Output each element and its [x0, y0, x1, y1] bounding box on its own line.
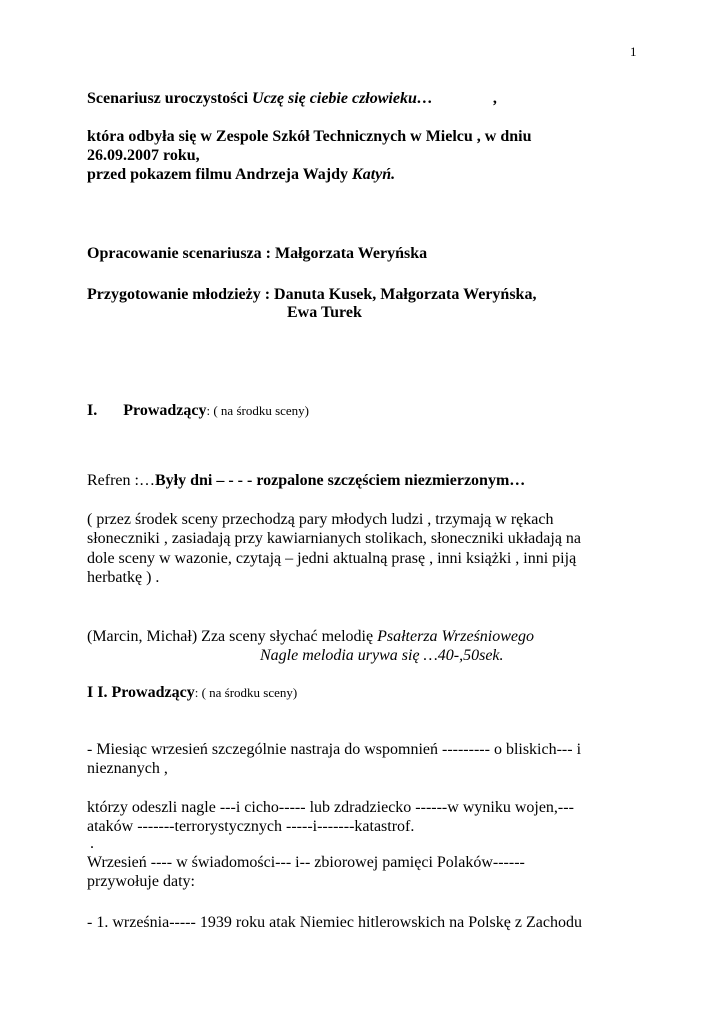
event-line-1: która odbyła się w Zespole Szkół Technicznych w Mielcu , w dniu: [87, 128, 532, 145]
event-line-3: [87, 165, 395, 184]
page-number: 1: [630, 44, 637, 59]
section-2-note: : ( na środku sceny): [194, 685, 298, 700]
section-1-numeral: I.: [87, 402, 98, 419]
body-line-7: - 1. września----- 1939 roku atak Niemiec hitlerowskich na Polskę z Zachodu: [87, 914, 582, 931]
stage-direction-line-1: ( przez środek sceny przechodzą pary młodych ludzi , trzymają w rękach: [87, 511, 554, 528]
body-line-6: przywołuje daty:: [87, 873, 195, 890]
refren-line: [87, 471, 525, 490]
refren-prefix: Refren :…: [87, 472, 155, 489]
body-dot: .: [90, 835, 94, 852]
film-title: Katyń.: [352, 166, 396, 183]
body-line-3: którzy odeszli nagle ---i cicho----- lub zdradziecko ------w wyniku wojen,---: [87, 799, 574, 816]
youth-preparation-line-2: Ewa Turek: [287, 304, 362, 321]
section-1-heading: [87, 401, 309, 420]
body-line-4: ataków -------terrorystycznych -----i-------katastrof.: [87, 818, 415, 835]
section-1-label: Prowadzący: [123, 402, 207, 419]
body-line-5: Wrzesień ---- w świadomości--- i-- zbiorowej pamięci Polaków------: [87, 854, 525, 871]
section-2-heading: [87, 683, 297, 702]
section-2-label: I I. Prowadzący: [87, 684, 195, 701]
body-line-2: nieznanych ,: [87, 760, 168, 777]
music-title: Psałterza Wrześniowego: [377, 628, 534, 645]
youth-preparation-line-1: Przygotowanie młodzieży : Danuta Kusek, Małgorzata Weryńska,: [87, 286, 537, 303]
stage-direction-line-3: dole sceny w wazonie, czytają – jedni aktualną prasę , inni książki , inni piją: [87, 550, 577, 567]
title-prefix: Scenariusz uroczystości: [87, 90, 253, 107]
stage-direction-line-2: słoneczniki , zasiadają przy kawiarnianych stolikach, słoneczniki układają na: [87, 530, 582, 547]
stage-direction-line-4: herbatkę ) .: [87, 569, 160, 586]
music-prefix: (Marcin, Michał) Zza sceny słychać melodię: [87, 628, 378, 645]
scenario-author: Opracowanie scenariusza : Małgorzata Weryńska: [87, 245, 428, 262]
music-line-1: [87, 627, 534, 646]
event-line-2: 26.09.2007 roku,: [87, 147, 200, 164]
title-comma: ,: [492, 90, 497, 107]
film-prefix: przed pokazem filmu Andrzeja Wajdy: [87, 166, 353, 183]
refren-text: Były dni – - - - rozpalone szczęściem niezmierzonym…: [154, 472, 526, 489]
section-1-note: : ( na środku sceny): [206, 403, 310, 418]
scenario-title: [87, 89, 497, 108]
title-italic: Uczę się ciebie człowieku…: [252, 90, 433, 107]
body-line-1: - Miesiąc wrzesień szczególnie nastraja do wspomnień --------- o bliskich--- i: [87, 741, 582, 758]
music-line-2: Nagle melodia urywa się …40-,50sek.: [260, 647, 504, 664]
